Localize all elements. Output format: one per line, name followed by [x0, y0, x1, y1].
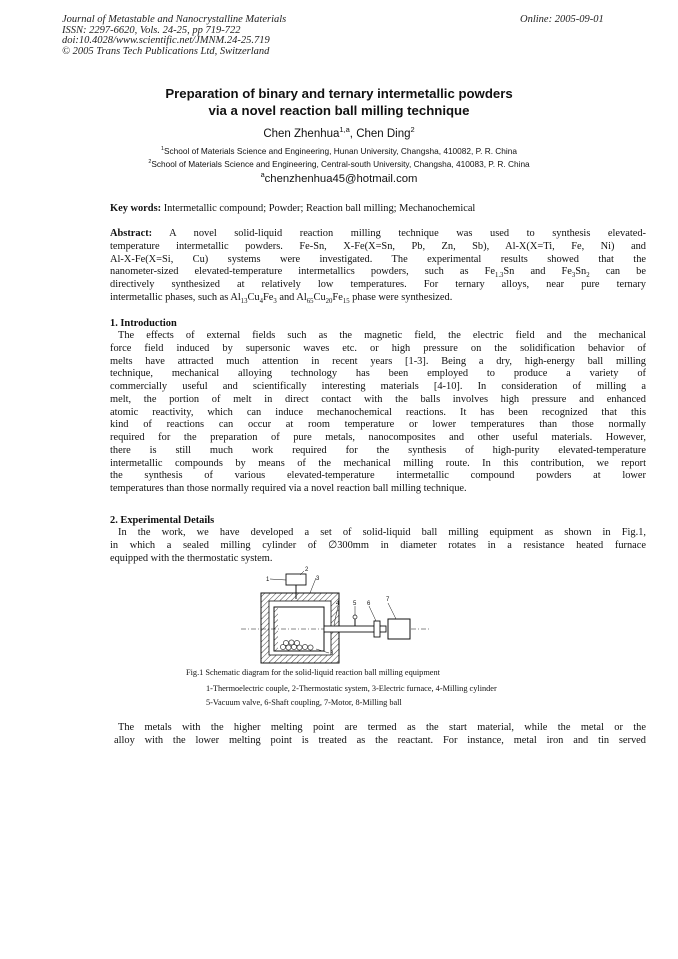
keywords-label: Key words:: [110, 203, 162, 214]
milling-ball: [289, 640, 294, 645]
author-1-affil: 1,a: [339, 125, 350, 135]
figure-label-3: 3: [316, 576, 320, 582]
abstract-text: intermetallic phases, such as Al: [110, 291, 241, 303]
abstract-line: [110, 266, 646, 279]
figure-legend-1: 1-Thermoelectric couple, 2-Thermostatic system, 3-Electric furnace, 4-Milling cylinder: [206, 684, 497, 693]
email-mark: a: [260, 170, 265, 180]
milling-ball: [302, 644, 307, 649]
abstract-text: nanometer-sized elevated-temperature intermetallics powders, such as Fe: [110, 266, 495, 278]
affiliation-2-text: School of Materials Science and Engineering, Central-south University, Changsha, 410083, P. R. China: [151, 159, 530, 169]
section-heading-introduction: 1. Introduction: [110, 318, 177, 329]
affiliation-1: [0, 146, 678, 156]
milling-ball: [294, 640, 299, 645]
body-line: required for the preparation of pure metals, nanocomposites and other useful materials. However,: [110, 432, 646, 443]
doi-line: doi:10.4028/www.scientific.net/JMNM.24-25.719: [62, 35, 270, 46]
body-line: in which a sealed milling cylinder of ∅300mm in diameter rotates in a resistance heated furnace: [110, 539, 646, 551]
subscript: 20: [325, 297, 333, 305]
shaft-coupling: [374, 621, 380, 637]
abstract-text: phase were synthesized.: [349, 291, 453, 303]
keywords-text: Intermetallic compound; Powder; Reaction ball milling; Mechanochemical: [161, 203, 476, 214]
body-line: temperatures than those normally required via a novel reaction ball milling technique.: [110, 483, 467, 494]
affiliation-1-mark: 1: [161, 146, 164, 153]
figure-label-6: 6: [367, 601, 371, 607]
valve-knob: [353, 615, 357, 619]
section-heading-experimental: 2. Experimental Details: [110, 515, 215, 526]
issn-line: ISSN: 2297-6620, Vols. 24-25, pp 719-722: [62, 24, 241, 36]
body-line: the synthesis of various elevated-temperature intermetallic compound powders at lower: [110, 470, 646, 482]
body-line: melt, the portion of melt in direct contact with the balls involves high pressure and enhanced: [110, 393, 646, 405]
abstract-text: Cu: [313, 291, 326, 303]
abstract-text: Fe: [332, 291, 343, 303]
author-list: [0, 125, 678, 140]
subscript: 15: [342, 297, 350, 305]
abstract-line: directively synthesized at relatively low temperatures. For ternary alloys, near pure ternary: [110, 279, 646, 290]
thermostatic-system: [286, 574, 306, 585]
body-line: intermetallic compounds by means of the mechanical milling route. In this contribution, we report: [110, 457, 646, 469]
abstract-text: Sn: [575, 266, 587, 278]
leader-line: [388, 603, 396, 619]
body-line: The effects of external fields such as the magnetic field, the electric field and the mechanical: [118, 330, 646, 341]
abstract-text: A novel solid-liquid reaction milling technique was used to synthesis elevated-: [152, 228, 646, 239]
abstract-text: Sn and Fe: [503, 266, 572, 278]
subscript: 3: [273, 297, 277, 305]
abstract-text: Cu: [247, 291, 260, 303]
body-line: alloy with the lower melting point is treated as the reactant. For instance, metal iron and tin served: [114, 734, 646, 746]
subscript: 1.3: [494, 272, 504, 280]
email-address: chenzhenhua45@hotmail.com: [264, 173, 418, 185]
abstract-text: and Al: [276, 291, 307, 303]
body-line: force field induced by supersonic waves etc. or high pressure on the solidification behavior of: [110, 342, 646, 354]
body-line: commercially useful and scientifically interesting materials [4-10]. In consideration of milling a: [110, 381, 646, 392]
body-line: technique, mechanical alloying technology has been employed to produce a variety of: [110, 368, 646, 380]
body-line: equipped with the thermostatic system.: [110, 552, 273, 564]
abstract-line: Al-X-Fe(X=Si, Cu) systems were investigated. The experimental results showed that the: [110, 253, 646, 265]
abstract-text: Fe: [262, 291, 274, 303]
author-email: [0, 170, 678, 185]
author-2: Chen Ding: [356, 128, 411, 140]
figure-label-1: 1: [266, 577, 270, 583]
affiliation-2: [0, 159, 678, 169]
leader-line: [369, 606, 376, 621]
title-line-1: Preparation of binary and ternary intermetallic powders: [165, 86, 513, 101]
figure-caption: Fig.1 Schematic diagram for the solid-liquid reaction ball milling equipment: [186, 668, 440, 677]
affiliation-2-mark: 2: [148, 159, 152, 166]
motor: [388, 619, 410, 639]
keywords: [110, 203, 630, 214]
title-line-2: via a novel reaction ball milling technique: [208, 103, 470, 118]
leader-line: [270, 579, 286, 580]
body-line: The metals with the higher melting point are termed as the start material, while the metal or the: [118, 722, 646, 733]
journal-name: Journal of Metastable and Nanocrystalline Materials: [62, 14, 287, 25]
subscript: 13: [240, 297, 248, 305]
subscript: 4: [259, 297, 263, 305]
body-line: kind of reactions can occur at room temperature or lower temperatures than those normally: [110, 419, 646, 431]
body-line: In the work, we have developed a set of solid-liquid ball milling equipment as shown in Fig.1,: [118, 527, 646, 538]
figure-label-7: 7: [386, 597, 390, 603]
author-1: Chen Zhenhua: [263, 128, 340, 140]
journal-header: [62, 15, 286, 57]
body-line: atomic reactivity, which can induce mechanochemical reactions. It has been recognized that this: [110, 406, 646, 418]
abstract: [110, 228, 646, 305]
leader-line: [310, 578, 316, 593]
figure-legend-2: 5-Vacuum valve, 6-Shaft coupling, 7-Motor, 8-Milling ball: [206, 698, 402, 707]
subscript: 65: [306, 297, 314, 305]
ball-milling-schematic: [236, 565, 436, 670]
abstract-text: can be: [589, 266, 646, 278]
paper-title: [0, 85, 678, 119]
body-line: melts have attracted much attention in recent years [1-3]. Being a dry, high-energy ball milling: [110, 355, 646, 367]
introduction-body: [110, 330, 646, 496]
copyright-line: © 2005 Trans Tech Publications Ltd, Switzerland: [62, 45, 270, 57]
closing-paragraph: [114, 722, 646, 748]
abstract-label: Abstract:: [110, 228, 153, 239]
abstract-line: [110, 228, 646, 241]
experimental-body: [110, 527, 646, 565]
online-date: Online: 2005-09-01: [520, 14, 604, 25]
figure-label-5: 5: [353, 601, 357, 607]
subscript: 2: [586, 272, 590, 280]
milling-ball: [283, 640, 288, 645]
abstract-line: temperature intermetallic powders. Fe-Sn, X-Fe(X=Sn, Pb, Zn, Sb), Al-X(X=Ti, Fe, Ni) and: [110, 240, 646, 252]
milling-ball: [308, 645, 313, 650]
author-2-affil: 2: [410, 125, 415, 135]
figure-label-2: 2: [305, 567, 309, 573]
subscript: 3: [571, 272, 576, 280]
author-separator: ,: [349, 128, 357, 140]
affiliation-1-text: School of Materials Science and Engineering, Hunan University, Changsha, 410082, P. R. China: [164, 146, 517, 156]
abstract-line: [110, 292, 646, 305]
body-line: there is still much work required for the synthesis of high-purity elevated-temperature: [110, 444, 646, 456]
